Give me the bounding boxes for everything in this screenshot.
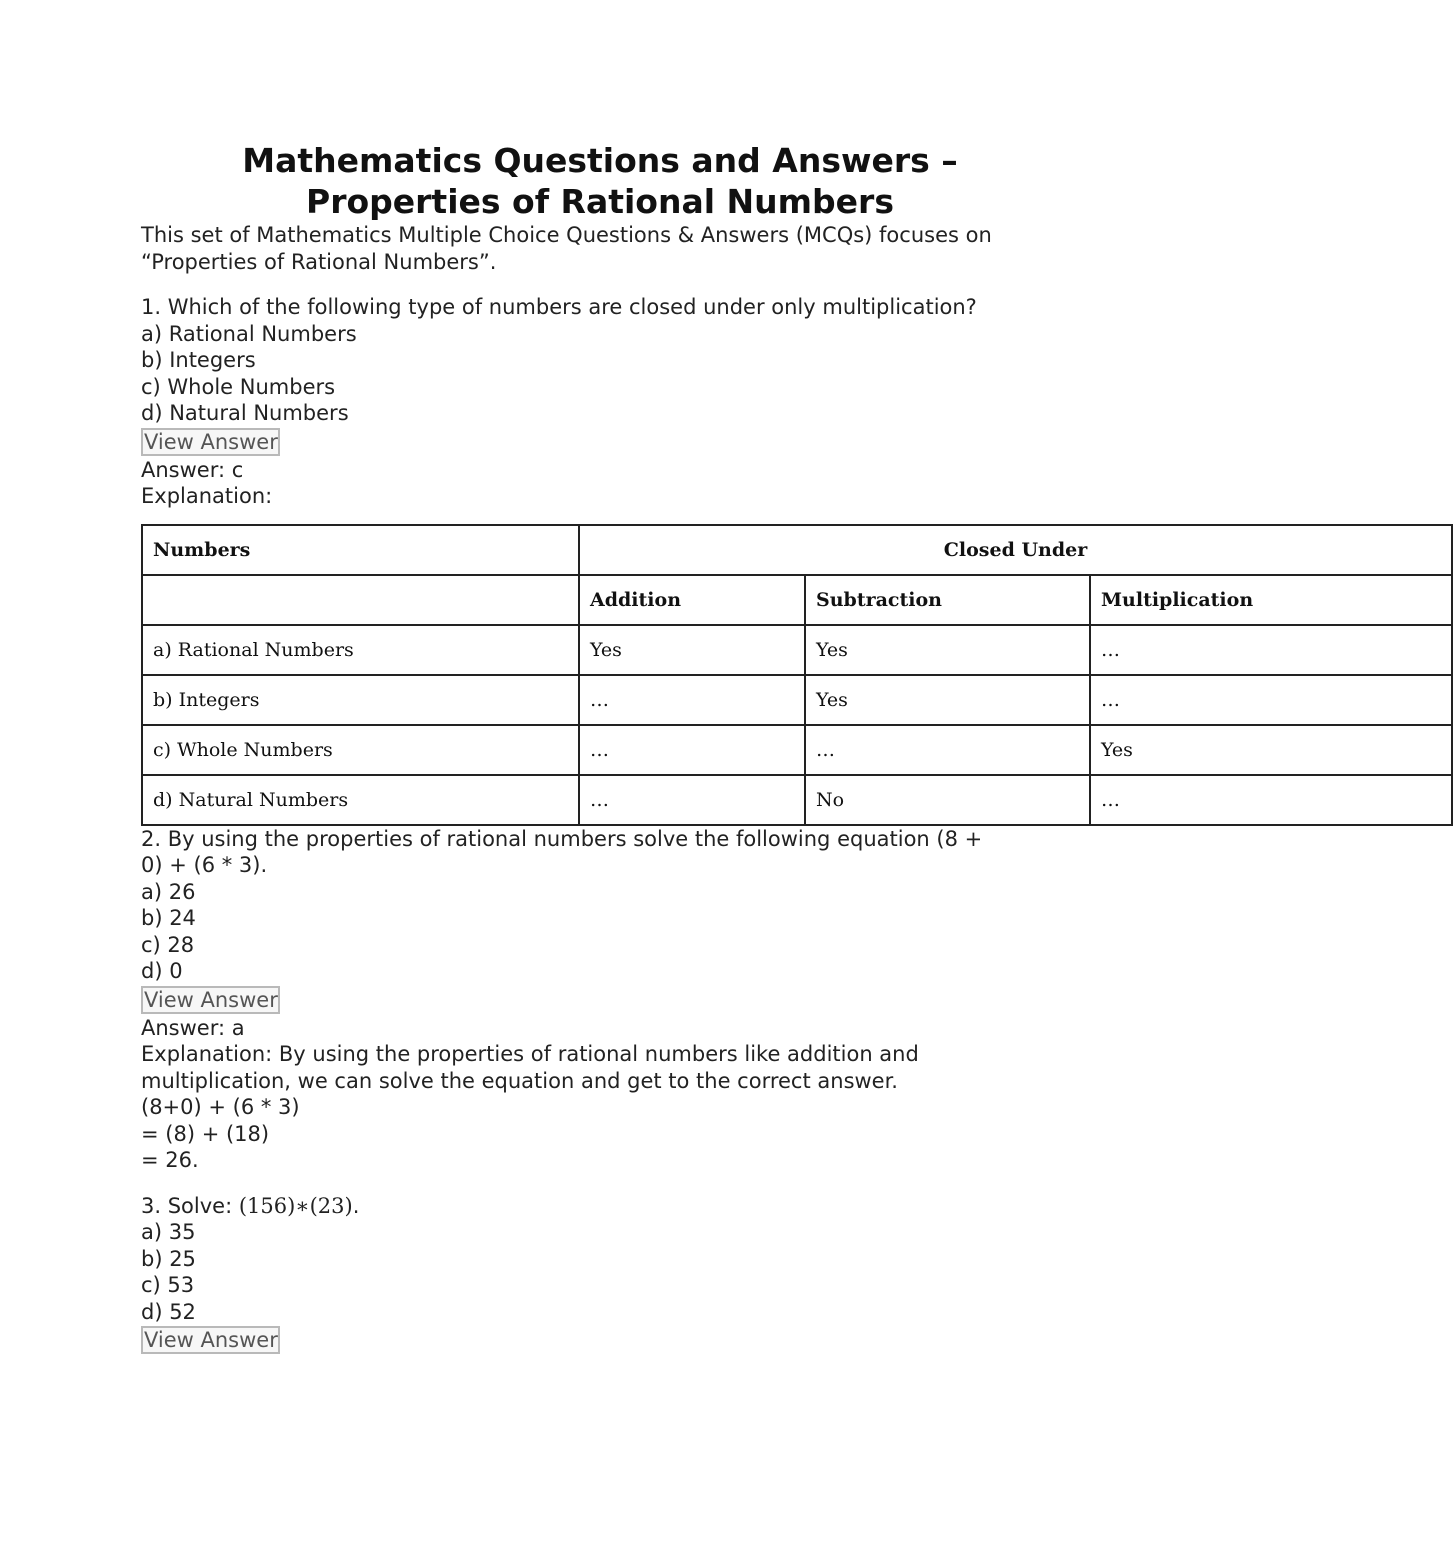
- table-cell: …: [1090, 625, 1452, 675]
- question-2-option-a: a) 26: [141, 879, 196, 904]
- table-cell: a) Rational Numbers: [142, 625, 579, 675]
- table-cell: Yes: [579, 625, 805, 675]
- table-header-closed-under: Closed Under: [579, 525, 1452, 575]
- table-cell: Yes: [1090, 725, 1452, 775]
- question-2-option-b: b) 24: [141, 906, 196, 930]
- table-header-numbers: Numbers: [142, 525, 579, 575]
- question-3-prefix: 3. Solve:: [141, 1193, 239, 1218]
- spacer: [141, 1174, 1200, 1193]
- table-cell: c) Whole Numbers: [142, 725, 579, 775]
- table-cell: …: [1090, 775, 1452, 825]
- question-3-suffix: .: [352, 1193, 360, 1218]
- question-2-option-d: d) 0: [141, 959, 183, 983]
- table-cell: …: [579, 725, 805, 775]
- table-row: [142, 725, 1452, 775]
- table-subheader-row: [142, 575, 1452, 625]
- table-cell: Yes: [805, 675, 1090, 725]
- question-1-option-a: a) Rational Numbers: [141, 321, 357, 346]
- question-1-option-b: b) Integers: [141, 348, 256, 372]
- question-1: [141, 294, 1254, 826]
- table-row: [142, 625, 1452, 675]
- table-cell: …: [579, 675, 805, 725]
- question-2-step-1: (8+0) + (6 * 3): [141, 1095, 300, 1119]
- table-cell: [142, 575, 579, 625]
- question-2-explanation-line-2: multiplication, we can solve the equation and get to the correct answer.: [141, 1068, 898, 1093]
- question-2-answer: Answer: a: [141, 1015, 245, 1040]
- question-2-step-3: = 26.: [141, 1148, 199, 1172]
- page-title-line-2: Properties of Rational Numbers: [306, 182, 894, 221]
- question-3-text: [141, 1193, 1200, 1220]
- question-1-text: 1. Which of the following type of numbers are closed under only multiplication?: [141, 295, 977, 319]
- view-answer-button-1[interactable]: View Answer: [141, 428, 280, 456]
- intro-line-1: This set of Mathematics Multiple Choice Questions & Answers (MCQs) focuses on: [141, 223, 992, 247]
- question-3-option-c: c) 53: [141, 1273, 195, 1297]
- spacer: [141, 275, 1200, 294]
- question-3-option-d: d) 52: [141, 1299, 196, 1324]
- table-header-subtraction: Subtraction: [805, 575, 1090, 625]
- question-3-option-b: b) 25: [141, 1246, 196, 1271]
- question-3-expression: (156)∗(23): [238, 1193, 353, 1218]
- table-cell: …: [805, 725, 1090, 775]
- view-answer-button-3[interactable]: View Answer: [141, 1326, 280, 1354]
- table-cell: …: [579, 775, 805, 825]
- page-title: [141, 140, 1059, 222]
- table-cell: …: [1090, 675, 1452, 725]
- question-2-text-line-1: 2. By using the properties of rational numbers solve the following equation (8 +: [141, 826, 983, 851]
- question-3-option-a: a) 35: [141, 1220, 196, 1244]
- question-2: [141, 826, 1200, 1174]
- question-2-step-2: = (8) + (18): [141, 1121, 270, 1146]
- question-3: [141, 1193, 1200, 1356]
- table-cell: No: [805, 775, 1090, 825]
- table-cell: b) Integers: [142, 675, 579, 725]
- document-page: [141, 140, 1254, 1355]
- question-2-text-line-2: 0) + (6 * 3).: [141, 853, 268, 877]
- table-row: [142, 775, 1452, 825]
- intro-paragraph: [141, 222, 1200, 275]
- table-header-row: [142, 525, 1452, 575]
- question-1-option-d: d) Natural Numbers: [141, 401, 349, 425]
- table-header-multiplication: Multiplication: [1090, 575, 1452, 625]
- table-row: [142, 675, 1452, 725]
- table-header-addition: Addition: [579, 575, 805, 625]
- question-1-answer: Answer: c: [141, 457, 244, 482]
- table-cell: d) Natural Numbers: [142, 775, 579, 825]
- table-cell: Yes: [805, 625, 1090, 675]
- question-2-option-c: c) 28: [141, 932, 195, 957]
- view-answer-button-2[interactable]: View Answer: [141, 986, 280, 1014]
- page-title-line-1: Mathematics Questions and Answers –: [242, 141, 958, 180]
- question-1-option-c: c) Whole Numbers: [141, 374, 336, 399]
- question-2-explanation-line-1: Explanation: By using the properties of rational numbers like addition and: [141, 1042, 919, 1066]
- question-1-explanation: Explanation:: [141, 484, 273, 508]
- closure-table: [141, 524, 1453, 826]
- intro-line-2: “Properties of Rational Numbers”.: [141, 249, 497, 274]
